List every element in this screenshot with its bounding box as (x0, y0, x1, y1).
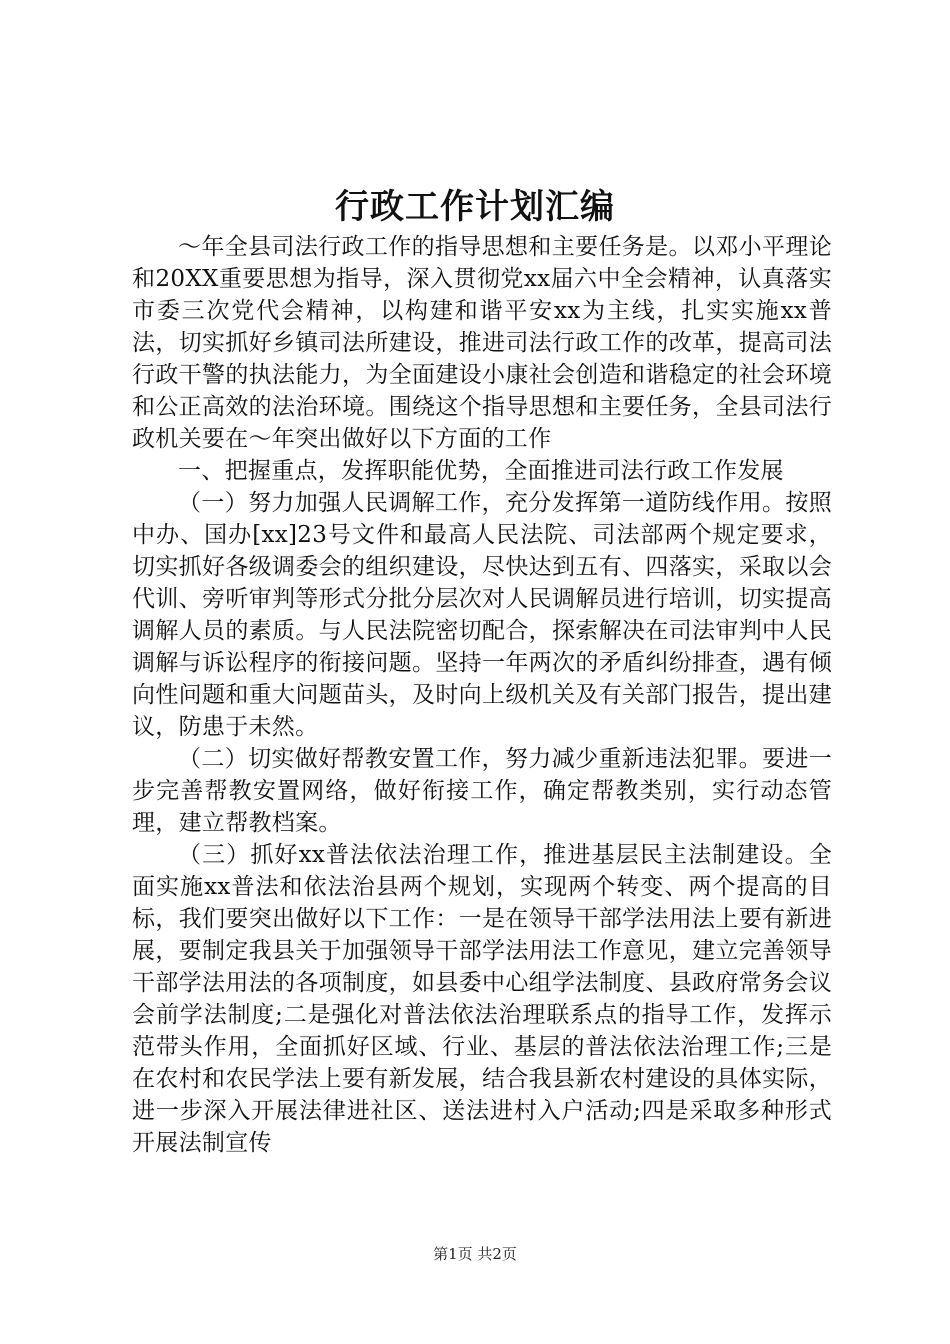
paragraph-rehabilitation: （二）切实做好帮教安置工作，努力减少重新违法犯罪。要进一步完善帮教安置网络，做好衔接工作，确定帮教类别，实行动态管理，建立帮教档案。 (132, 746, 832, 836)
document-body (132, 231, 832, 1159)
paragraph-section-one-heading: 一、把握重点，发挥职能优势，全面推进司法行政工作发展 (178, 458, 784, 484)
paragraph-legal-education: （三）抓好xx普法依法治理工作，推进基层民主法制建设。全面实施xx普法和依法治县两个规划，实现两个转变、两个提高的目标，我们要突出做好以下工作：一是在领导干部学法用法上要有新进展，要制定我县关于加强领导干部学法用法工作意见，建立完善领导干部学法用法的各项制度，如县委中心组学法制度、县政府常务会议会前学法制度;二是强化对普法依法治理联系点的指导工作，发挥示范带头作用，全面抓好区域、行业、基层的普法依法治理工作;三是在农村和农民学法上要有新发展，结合我县新农村建设的具体实际，进一步深入开展法律进社区、送法进村入户活动;四是采取多种形式开展法制宣传 (132, 842, 832, 1156)
paragraph-intro: ～年全县司法行政工作的指导思想和主要任务是。以邓小平理论和20XX重要思想为指导，深入贯彻党xx届六中全会精神，认真落实市委三次党代会精神，以构建和谐平安xx为主线，扎实实施xx普法，切实抓好乡镇司法所建设，推进司法行政工作的改革，提高司法行政干警的执法能力，为全面建设小康社会创造和谐稳定的社会环境和公正高效的法治环境。围绕这个指导思想和主要任务，全县司法行政机关要在～年突出做好以下方面的工作 (132, 234, 832, 452)
paragraph-mediation: （一）努力加强人民调解工作，充分发挥第一道防线作用。按照中办、国办[xx]23号文件和最高人民法院、司法部两个规定要求，切实抓好各级调委会的组织建设，尽快达到五有、四落实，采取以会代训、旁听审判等形式分批分层次对人民调解员进行培训，切实提高调解人员的素质。与人民法院密切配合，探索解决在司法审判中人民调解与诉讼程序的衔接问题。坚持一年两次的矛盾纠纷排查，遇有倾向性问题和重大问题苗头，及时向上级机关及有关部门报告，提出建议，防患于未然。 (132, 490, 832, 740)
document-title: 行政工作计划汇编 (335, 187, 615, 227)
page-number-footer: 第1页 共2页 (433, 1245, 517, 1263)
